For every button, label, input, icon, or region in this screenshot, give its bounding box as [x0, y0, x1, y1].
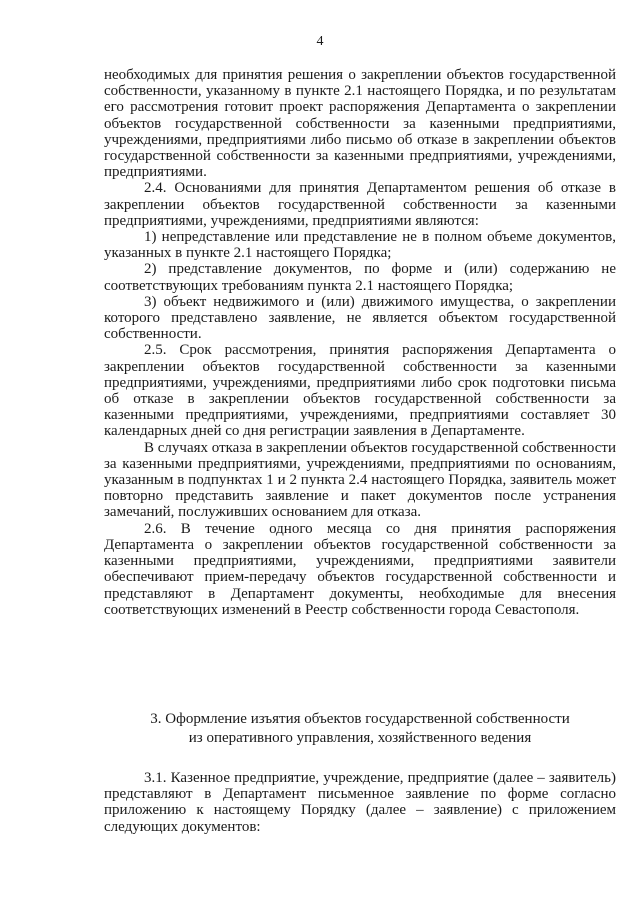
paragraph-2-5: 2.5. Срок рассмотрения, принятия распоряжения Департамента о закреплении объектов государственной собственности за казенными предприятиями, учреждениями, предприятиями либо срок подготовки письма об отказе в закреплении объектов государственной собственности за казенными предприятиями, учреждениями, предприятиями составляет 30 календарных дней со дня регистрации заявления в Департаменте. [104, 342, 616, 440]
paragraph-2-6: 2.6. В течение одного месяца со дня принятия распоряжения Департамента о закреплении объектов государственной собственности за казенными предприятиями, учреждениями, предприятиями заявители обеспечивают прием-передачу объектов государственной собственности и представляют в Департамент документы, необходимые для внесения соответствующих изменений в Реестр собственности города Севастополя. [104, 520, 616, 618]
section-heading [104, 710, 616, 748]
document-body-section-3 [104, 770, 616, 835]
section-heading-line-2: из оперативного управления, хозяйственного ведения [188, 730, 532, 746]
paragraph-2-4-item-3: 3) объект недвижимого и (или) движимого имущества, о закреплении которого представлено заявление, не является объектом государственной собственности. [104, 293, 616, 343]
paragraph-3-1: 3.1. Казенное предприятие, учреждение, предприятие (далее – заявитель) представляют в Департамент письменное заявление по форме согласно приложению к настоящему Порядку (далее – заявление) с приложением следующих документов: [104, 770, 616, 835]
paragraph-continuation: необходимых для принятия решения о закреплении объектов государственной собственности, указанному в пункте 2.1 настоящего Порядка, и по результатам его рассмотрения готовит проект распоряжения Департамента о закреплении объектов государственной собственности за казенными предприятиями, учреждениями, предприятиями либо письмо об отказе в закреплении объектов государственной собственности за казенными предприятиями, учреждениями, предприятиями. [104, 67, 616, 181]
paragraph-2-4-item-1: 1) непредставление или представление не в полном объеме документов, указанных в пункте 2.1 настоящего Порядка; [104, 229, 616, 262]
page-number: 4 [316, 34, 324, 49]
paragraph-2-4: 2.4. Основаниями для принятия Департаментом решения об отказе в закреплении объектов государственной собственности за казенными предприятиями, учреждениями, предприятиями являются: [104, 180, 616, 229]
paragraph-refusal-cases: В случаях отказа в закреплении объектов государственной собственности за казенными предприятиями, учреждениями, предприятиями по основаниям, указанным в подпунктах 1 и 2 пункта 2.4 настоящего Порядка, заявитель может повторно представить заявление и пакет документов после устранения замечаний, послуживших основанием для отказа. [104, 439, 616, 521]
section-heading-line-1: 3. Оформление изъятия объектов государственной собственности [150, 711, 570, 727]
document-body [104, 67, 616, 618]
paragraph-2-4-item-2: 2) представление документов, по форме и (или) содержанию не соответствующих требованиям пункта 2.1 настоящего Порядка; [104, 261, 616, 294]
